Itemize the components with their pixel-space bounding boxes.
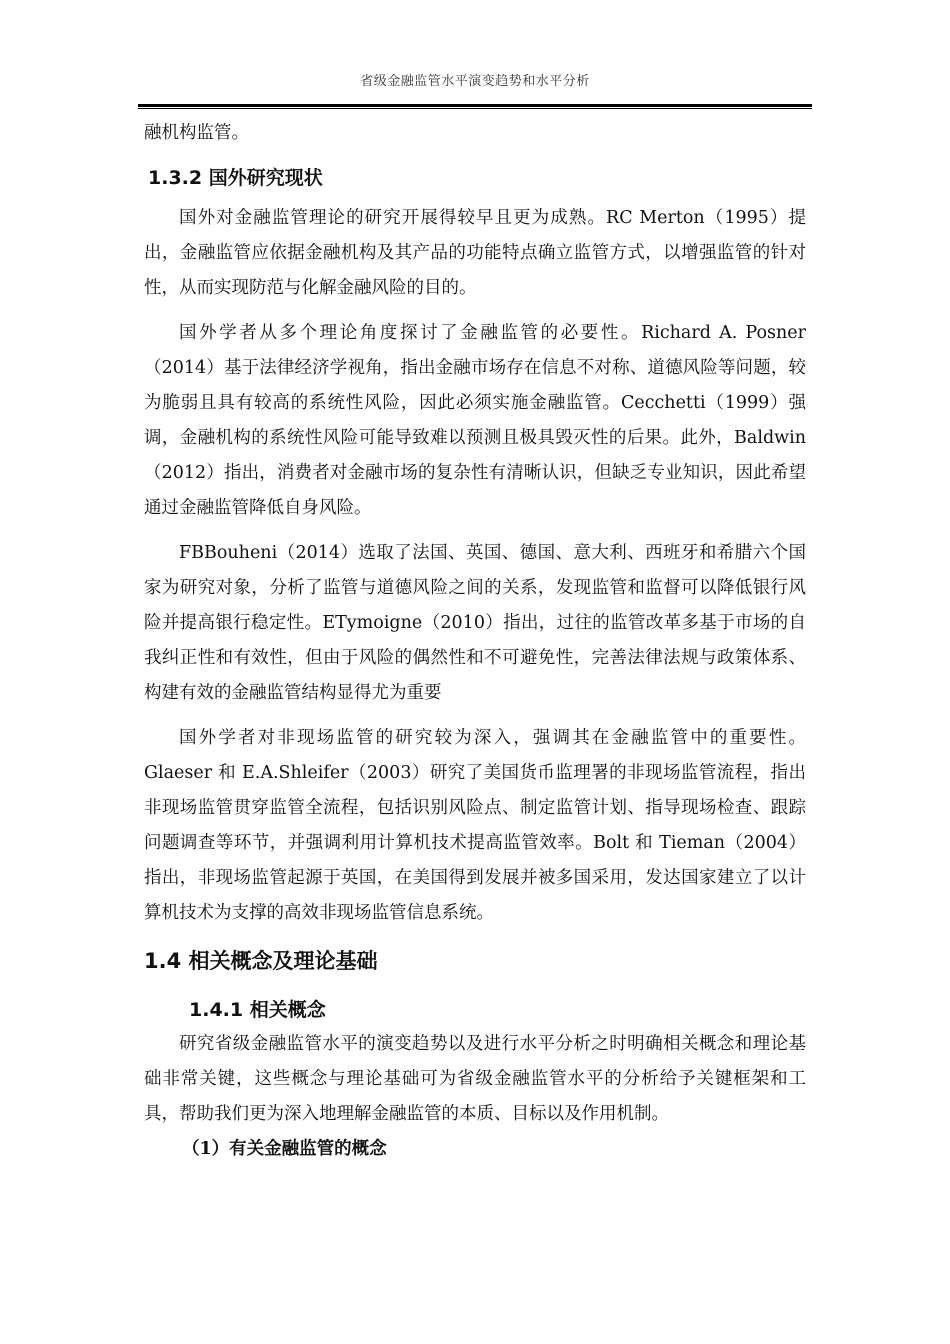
carryover-text: 融机构监管。: [144, 123, 249, 143]
header-divider: [138, 104, 812, 109]
section-heading-1-3-2: 1.3.2 国外研究现状: [148, 167, 323, 189]
page-body: [144, 116, 806, 1166]
paragraph: 国外学者从多个理论角度探讨了金融监管的必要性。Richard A. Posner（2014）基于法律经济学视角，指出金融市场存在信息不对称、道德风险等问题，较为脆弱且具有较高的系统性风险，因此必须实施金融监管。Cecchetti（1999）强调，金融机构的系统性风险可能导致难以预测且极具毁灭性的后果。此外，Baldwin（2012）指出，消费者对金融市场的复杂性有清晰认识，但缺乏专业知识，因此希望通过金融监管降低自身风险。: [144, 323, 806, 518]
paragraph: FBBouheni（2014）选取了法国、英国、德国、意大利、西班牙和希腊六个国家为研究对象，分析了监管与道德风险之间的关系，发现监管和监督可以降低银行风险并提高银行稳定性。ETymoigne（2010）指出，过往的监管改革多基于市场的自我纠正性和有效性，但由于风险的偶然性和不可避免性，完善法律法规与政策体系、构建有效的金融监管结构显得尤为重要: [144, 543, 806, 703]
section-heading-1-4: 1.4 相关概念及理论基础: [144, 949, 378, 973]
paragraph: 国外学者对非现场监管的研究较为深入，强调其在金融监管中的重要性。Glaeser 和 E.A.Shleifer（2003）研究了美国货币监理署的非现场监管流程，指出非现场监管贯穿监管全流程，包括识别风险点、制定监管计划、指导现场检查、跟踪问题调查等环节，并强调利用计算机技术提高监管效率。Bolt 和 Tieman（2004）指出，非现场监管起源于英国，在美国得到发展并被多国采用，发达国家建立了以计算机技术为支撑的高效非现场监管信息系统。: [144, 728, 806, 923]
subsection-label: （1）有关金融监管的概念: [182, 1139, 387, 1159]
running-header: 省级金融监管水平演变趋势和水平分析: [360, 74, 590, 89]
section-heading-1-4-1: 1.4.1 相关概念: [189, 999, 326, 1021]
paragraph: 研究省级金融监管水平的演变趋势以及进行水平分析之时明确相关概念和理论基础非常关键，这些概念与理论基础可为省级金融监管水平的分析给予关键框架和工具，帮助我们更为深入地理解金融监管的本质、目标以及作用机制。: [144, 1034, 806, 1124]
paragraph: 国外对金融监管理论的研究开展得较早且更为成熟。RC Merton（1995）提出，金融监管应依据金融机构及其产品的功能特点确立监管方式，以增强监管的针对性，从而实现防范与化解金融风险的目的。: [144, 208, 806, 298]
